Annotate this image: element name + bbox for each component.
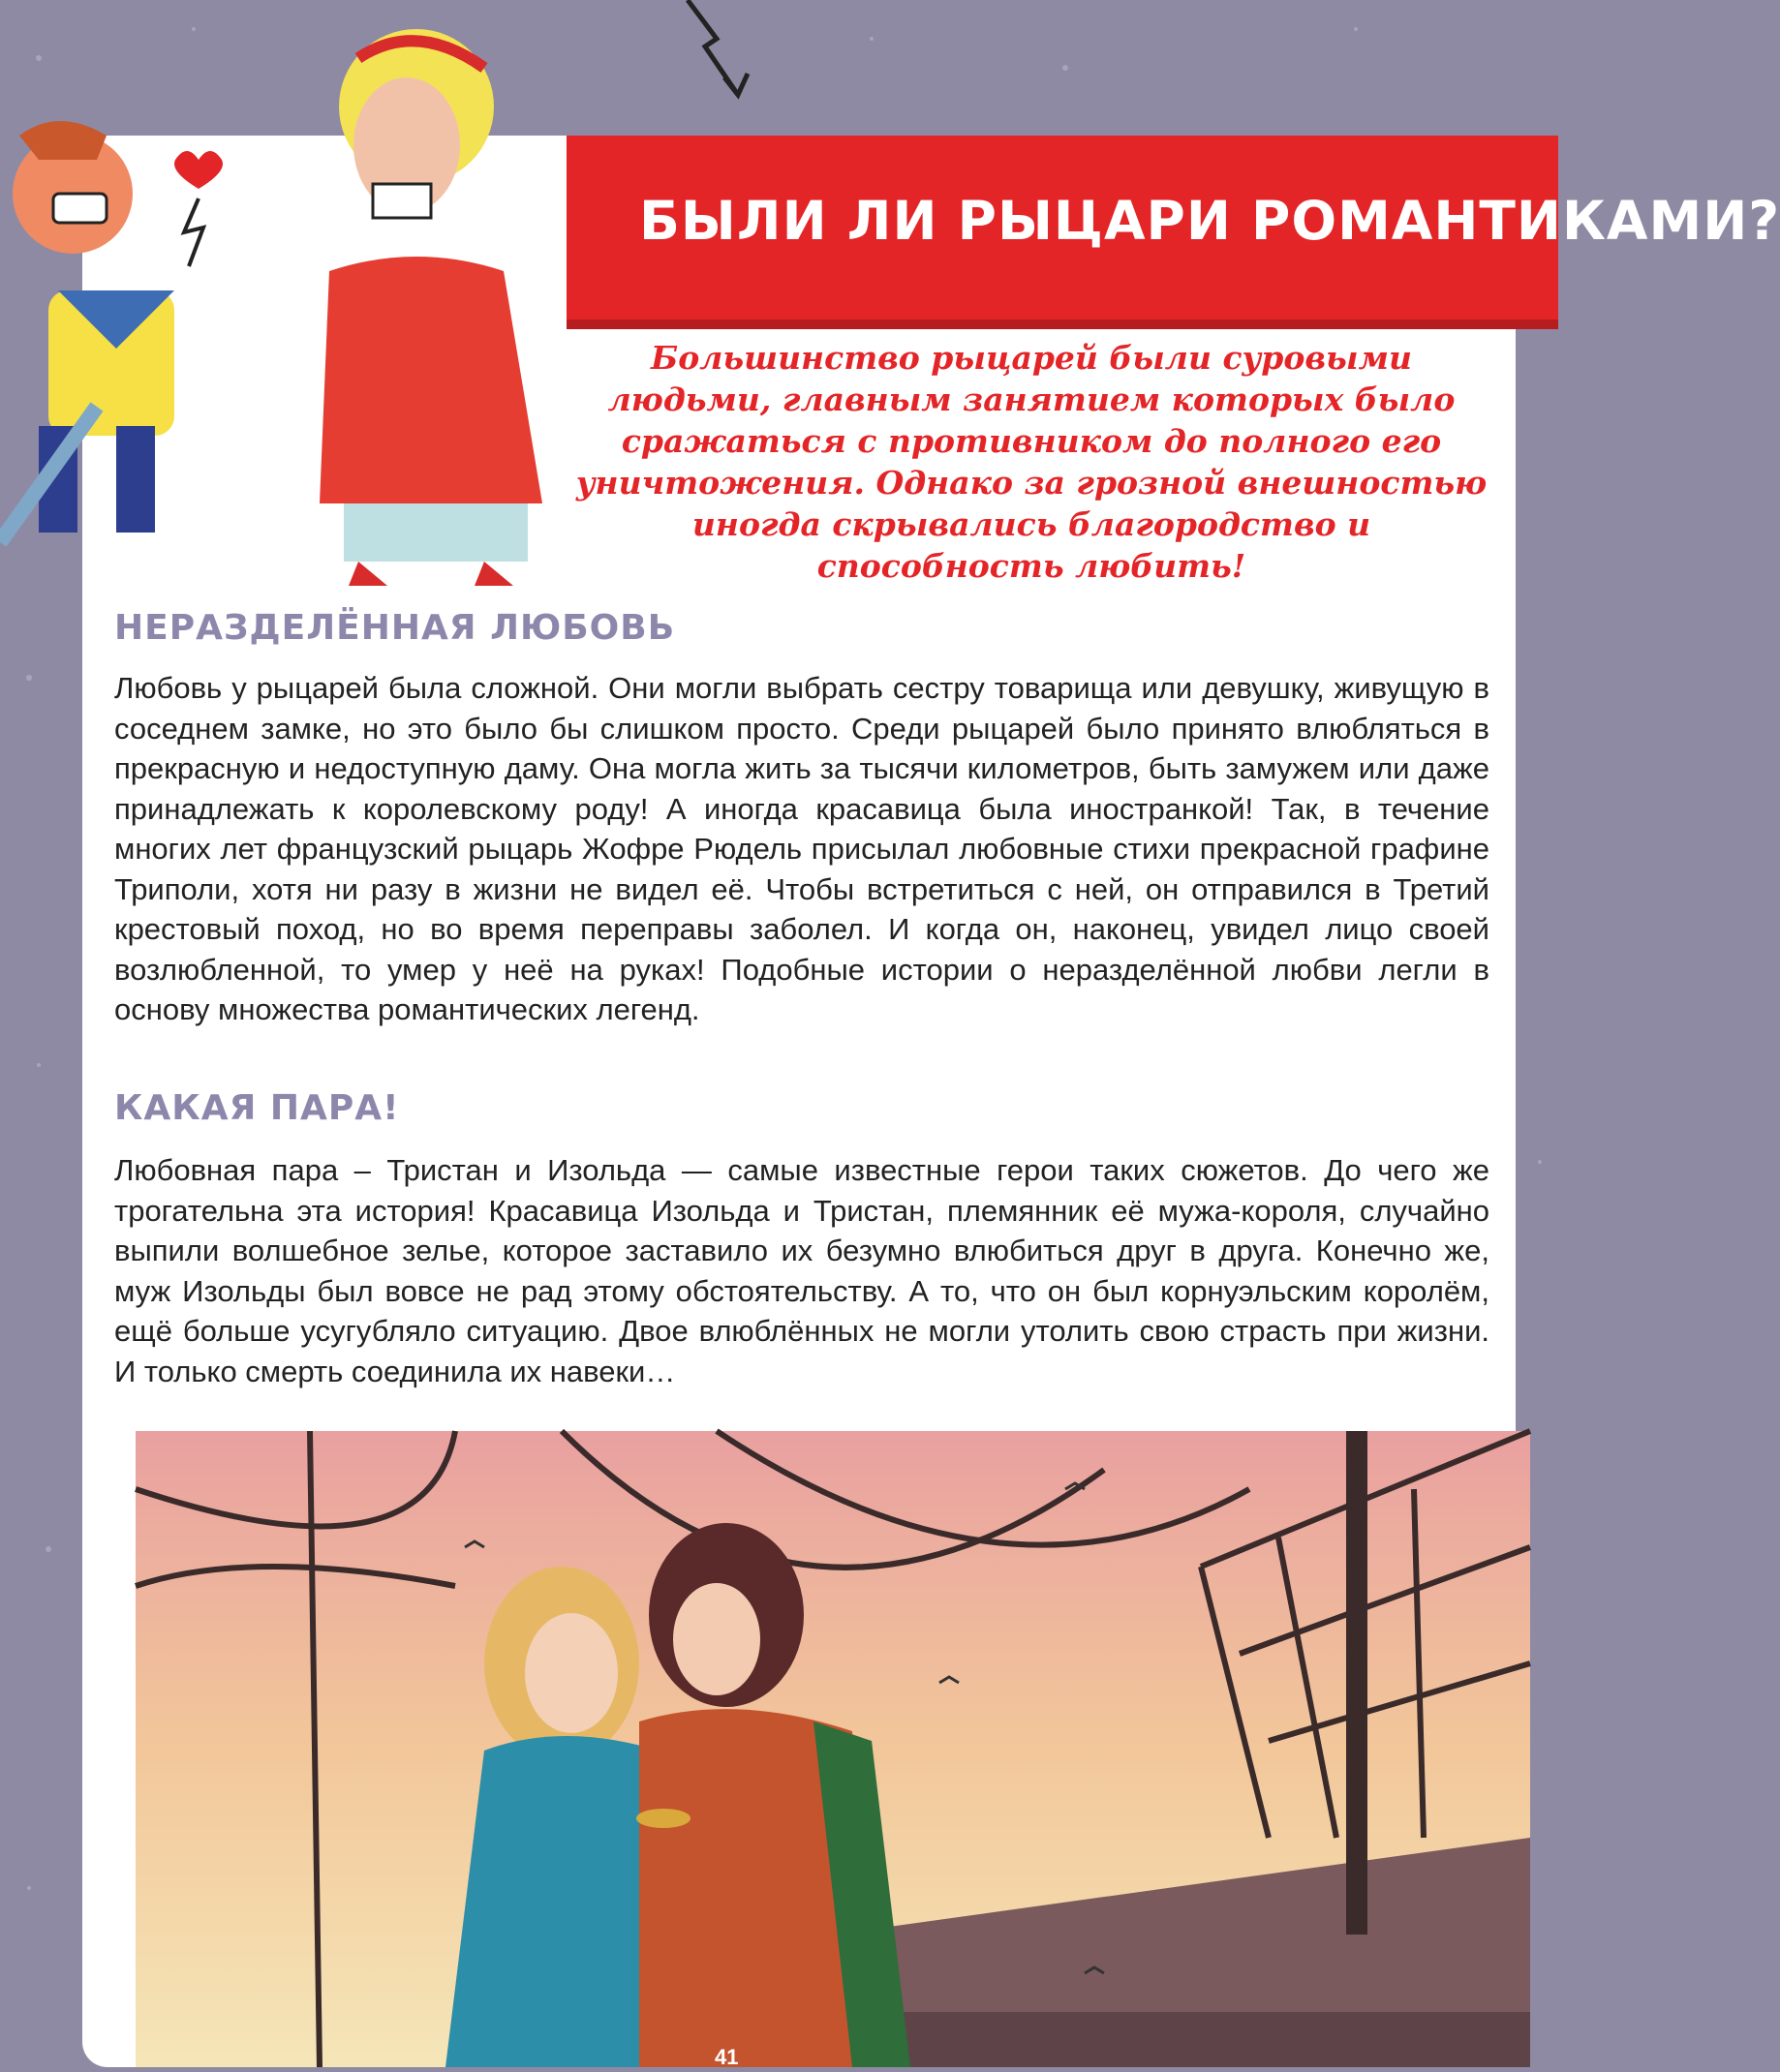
section-heading-unrequited-love: НЕРАЗДЕЛЁННАЯ ЛЮБОВЬ <box>114 608 676 648</box>
page-number: 41 <box>715 2045 739 2069</box>
section-text-unrequited-love: Любовь у рыцарей была сложной. Они могли выбрать сестру товарища или девушку, живущую в соседнем замке, но это было бы слишком просто. Среди рыцарей было принято влюбляться в прекрасную и недоступную даму. Она могла жить за тысячи километров, быть замужем или даже принадлежать к королевскому роду! А иногда красавица была иностранкой! Так, в течение многих лет французский рыцарь Жофре Рюдель присылал любовные стихи прекрасной графине Триполи, хотя ни разу в жизни не видел её. Чтобы встретиться с ней, он отправился в Третий крестовый поход, но во время переправы заболел. И когда он, наконец, увидел лицо своей возлюбленной, то умер у неё на руках! Подобные истории о неразделённой любви легли в основу множества романтических легенд. <box>114 671 1489 1026</box>
cartoon-knight-and-lady-illustration <box>0 0 600 600</box>
page-title: БЫЛИ ЛИ РЫЦАРИ РОМАНТИКАМИ? <box>639 190 1780 252</box>
title-banner-shadow <box>567 320 1558 329</box>
intro-text: Большинство рыцарей были суровыми людьми, главным занятием которых было сражаться с противником до полного его уничтожения. Однако за грозной внешностью иногда скрывались благородство и способность любить! <box>575 339 1488 585</box>
cartoon-lady <box>320 29 542 586</box>
tristan-isolde-illustration <box>136 1431 1530 2067</box>
section-text-what-a-couple: Любовная пара – Тристан и Изольда — самые известные герои таких сюжетов. До чего же трогательна эта история! Красавица Изольда и Тристан, племянник её мужа-короля, случайно выпили волшебное зелье, которое заставило их безумно влюбиться друг в друга. Конечно же, муж Изольды был вовсе не рад этому обстоятельству. А то, что он был корнуэльским королём, ещё больше усугубляло ситуацию. Двое влюблённых не могли утолить свою страсть при жизни. И только смерть соединила их навеки… <box>114 1153 1489 1388</box>
lightning-doodle <box>668 0 784 107</box>
section-heading-what-a-couple: КАКАЯ ПАРА! <box>114 1088 400 1128</box>
cartoon-knight <box>0 121 174 542</box>
